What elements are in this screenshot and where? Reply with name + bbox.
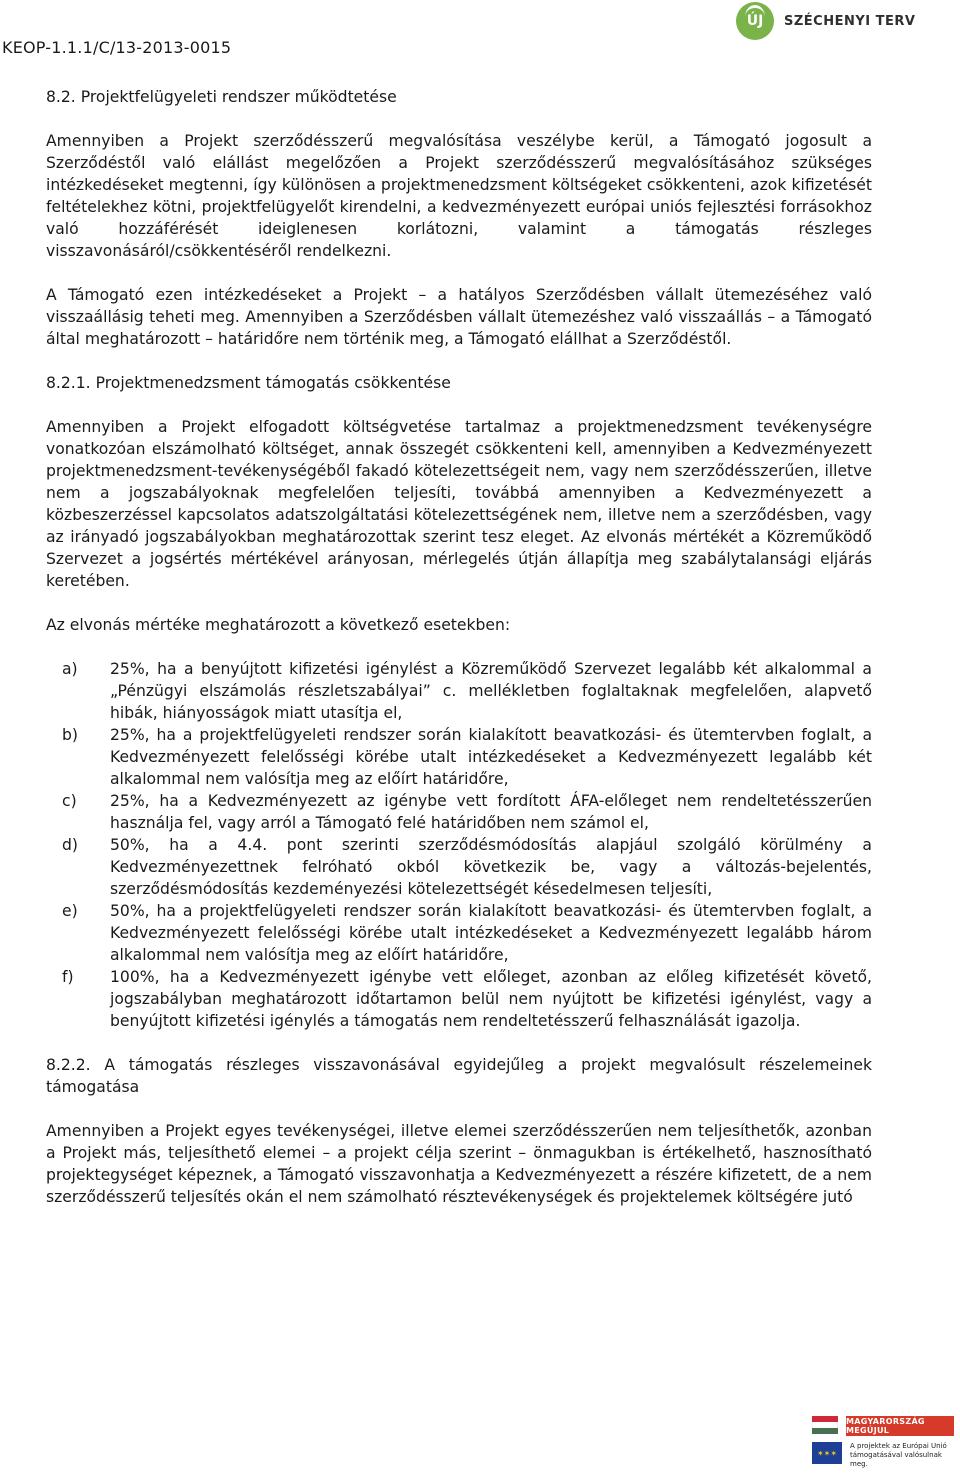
szechenyi-terv-logo-text: SZÉCHENYI TERV <box>784 13 916 29</box>
section-8-2-2-paragraph-1: Amennyiben a Projekt egyes tevékenységei, illetve elemei szerződésszerűen nem teljesíthetők, azonban a Projekt más, teljesíthető elemei – a projekt célja szerint – önmagukban is értékelhető, hasznosítható projektegységet képeznek, a Támogató visszavonhatja a Kedvezményezett a részére kifizetett, de a nem szerződésszerű teljesítés okán el nem számolható résztevékenységek és projektelemek költségére jutó <box>46 1122 872 1206</box>
list-item-label: d) <box>62 836 78 854</box>
footer-logos <box>812 1414 952 1478</box>
document-code: KEOP-1.1.1/C/13-2013-0015 <box>2 38 232 57</box>
section-8-2-2-title: 8.2.2. A támogatás részleges visszavonásával egyidejűleg a projekt megvalósult részelemeinek támogatása <box>46 1056 872 1096</box>
list-item <box>62 900 872 966</box>
list-item-text: 25%, ha a benyújtott kifizetési igénylést a Közreműködő Szervezet legalább két alkalommal a „Pénzügyi elszámolás részletszabályai” c. mellékletben foglaltaknak megfelelően, alapvető hibák, hiányosságok miatt utasítja el, <box>110 660 872 722</box>
eu-flag-icon: ✶✶✶ <box>812 1442 842 1464</box>
document-body <box>46 86 872 1208</box>
uj-badge-icon: ÚJ <box>736 2 774 40</box>
magyarorszag-megujul-banner: MAGYARORSZÁG MEGÚJUL <box>846 1416 954 1436</box>
list-item <box>62 790 872 834</box>
list-item <box>62 724 872 790</box>
list-item <box>62 658 872 724</box>
list-item-label: e) <box>62 902 78 920</box>
list-item-label: f) <box>62 968 74 986</box>
list-item <box>62 966 872 1032</box>
list-item-text: 50%, ha a projektfelügyeleti rendszer során kialakított beavatkozási- és ütemtervben foglalt, a Kedvezményezett felelősségi körébe utalt intézkedéseket a Kedvezményezett legalább három alkalommal nem valósítja meg az előírt határidőre, <box>110 902 872 964</box>
list-item <box>62 834 872 900</box>
eu-support-text: A projektek az Európai Unió támogatásával valósulnak meg. <box>850 1442 947 1468</box>
list-item-label: a) <box>62 660 78 678</box>
list-item-label: c) <box>62 792 77 810</box>
list-item-text: 25%, ha a projektfelügyeleti rendszer során kialakított beavatkozási- és ütemtervben foglalt, a Kedvezményezett felelősségi körébe utalt intézkedéseket a Kedvezményezett legalább két alkalommal nem valósítja meg az előírt határidőre, <box>110 726 872 788</box>
section-8-2-paragraph-2: A Támogató ezen intézkedéseket a Projekt – a hatályos Szerződésben vállalt ütemezéséhez való visszaállásig teheti meg. Amennyiben a Szerződésben vállalt ütemezéshez való visszaállás – a Támogató által meghatározott – határidőre nem történik meg, a Támogató elállhat a Szerződéstől. <box>46 286 872 348</box>
list-item-text: 100%, ha a Kedvezményezett igénybe vett előleget, azonban az előleg kifizetését követő, jogszabályban meghatározott időtartamon belül nem nyújtott be kifizetési igénylést, vagy a benyújtott kifizetési igénylés a támogatás nem rendeltetésszerű felhasználását igazolja. <box>110 968 872 1030</box>
section-8-2-1-title: 8.2.1. Projektmenedzsment támogatás csökkentése <box>46 374 451 392</box>
hungarian-flag-icon <box>812 1416 838 1434</box>
section-8-2-1-paragraph-2: Az elvonás mértéke meghatározott a következő esetekben: <box>46 616 511 634</box>
section-8-2-title: 8.2. Projektfelügyeleti rendszer működtetése <box>46 88 397 106</box>
list-item-label: b) <box>62 726 78 744</box>
deduction-list <box>62 658 872 1032</box>
list-item-text: 50%, ha a 4.4. pont szerinti szerződésmódosítás alapjául szolgáló körülmény a Kedvezményezettnek felróható okból következik be, vagy a változás-bejelentés, szerződésmódosítás kezdeményezési kötelezettségét késedelmesen teljesíti, <box>110 836 872 898</box>
list-item-text: 25%, ha a Kedvezményezett az igénybe vett fordított ÁFA-előleget nem rendeltetésszerűen használja fel, vagy arról a Támogató felé határidőben nem számol el, <box>110 792 872 832</box>
section-8-2-paragraph-1: Amennyiben a Projekt szerződésszerű megvalósítása veszélybe kerül, a Támogató jogosult a Szerződéstől való elállást megelőzően a Projekt szerződésszerű megvalósításához szükséges intézkedéseket megtenni, így különösen a projektmenedzsment költségeket csökkenteni, azok kifizetését feltételekhez kötni, projektfelügyelőt kirendelni, a kedvezményezett európai uniós fejlesztési forrásokhoz való hozzáférését ideiglenesen korlátozni, valamint a támogatás részleges visszavonásáról/csökkentéséről rendelkezni. <box>46 132 872 260</box>
section-8-2-1-paragraph-1: Amennyiben a Projekt elfogadott költségvetése tartalmaz a projektmenedzsment tevékenységre vonatkozóan elszámolható költséget, annak összegét csökkenteni kell, amennyiben a Kedvezményezett projektmenedzsment-tevékenységéből fakadó kötelezettségeit nem, vagy nem szerződésszerűen, illetve nem a jogszabályoknak megfelelően teljesíti, továbbá amennyiben a Kedvezményezett a közbeszerzéssel kapcsolatos adatszolgáltatási kötelezettségének nem, illetve nem a szerződésben, vagy az irányadó jogszabályokban meghatározottak szerint tesz eleget. Az elvonás mértékét a Közreműködő Szervezet a jogsértés mértékével arányosan, mérlegelés útján állapítja meg szabálytalansági eljárás keretében. <box>46 418 872 590</box>
szechenyi-terv-logo <box>736 2 915 40</box>
